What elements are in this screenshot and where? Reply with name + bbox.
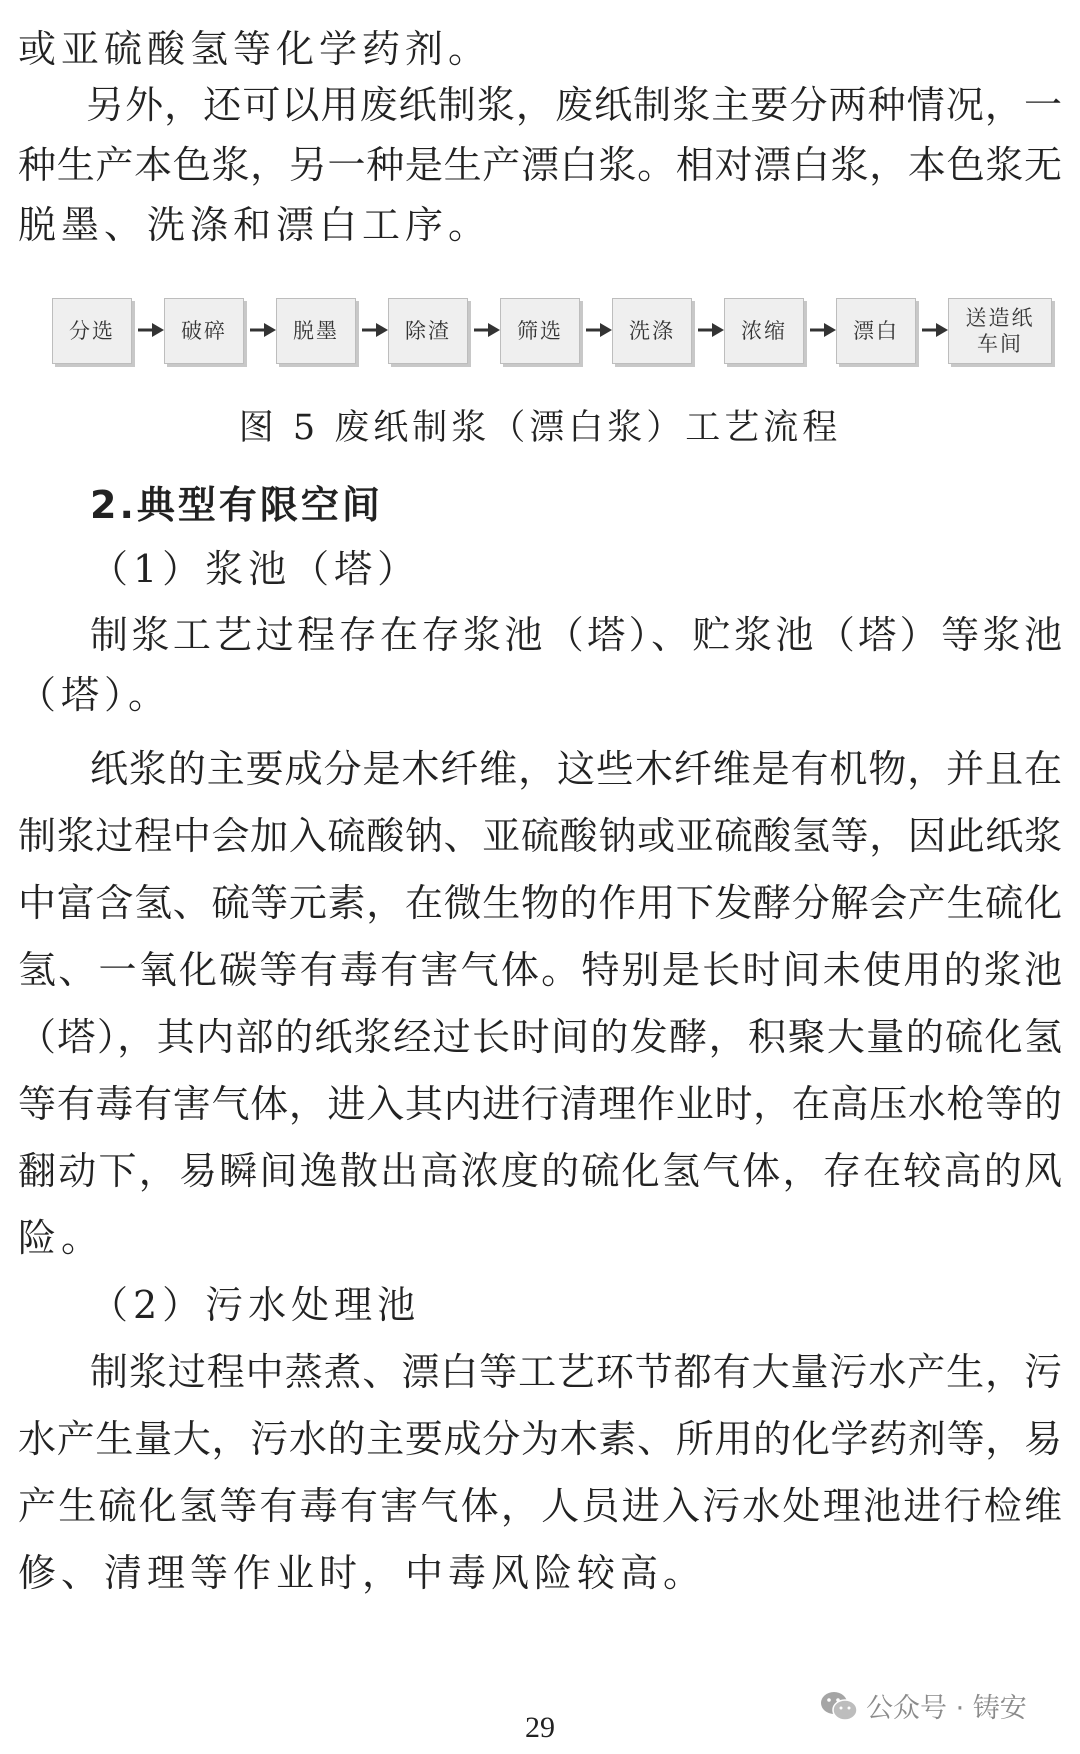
watermark <box>820 1686 1027 1725</box>
text-line: 翻动下，易瞬间逸散出高浓度的硫化氢气体，存在较高的风 <box>18 1149 1062 1193</box>
flow-step-box: 脱墨 <box>276 298 356 364</box>
text-line: 制浆过程中会加入硫酸钠、亚硫酸钠或亚硫酸氢等，因此纸浆 <box>18 814 1062 858</box>
figure-caption: 图 5 废纸制浆（漂白浆）工艺流程 <box>238 408 842 448</box>
arrow-icon <box>586 320 612 340</box>
text-line: 中富含氢、硫等元素，在微生物的作用下发酵分解会产生硫化 <box>18 881 1062 925</box>
flow-step-box: 分选 <box>52 298 132 364</box>
flow-step-box: 漂白 <box>836 298 916 364</box>
flow-step-box: 浓缩 <box>724 298 804 364</box>
text-line: 脱墨、洗涤和漂白工序。 <box>18 203 492 247</box>
text-line: 险。 <box>18 1216 105 1260</box>
text-line: 修、清理等作业时，中毒风险较高。 <box>18 1551 707 1595</box>
flow-step-box-final <box>948 298 1052 364</box>
subsection-heading: （1）浆池（塔） <box>90 547 421 591</box>
text-line: 制浆过程中蒸煮、漂白等工艺环节都有大量污水产生，污 <box>90 1350 1062 1394</box>
arrow-icon <box>138 320 164 340</box>
text-line: 纸浆的主要成分是木纤维，这些木纤维是有机物，并且在 <box>90 747 1062 791</box>
flow-step-label: 车间 <box>977 332 1023 356</box>
arrow-icon <box>922 320 948 340</box>
flow-step-label: 送造纸 <box>965 306 1035 330</box>
flow-step-box: 洗涤 <box>612 298 692 364</box>
arrow-icon <box>698 320 724 340</box>
text-line: （塔）。 <box>18 673 172 717</box>
arrow-icon <box>362 320 388 340</box>
page-number: 29 <box>525 1711 555 1744</box>
text-line: （塔），其内部的纸浆经过长时间的发酵，积聚大量的硫化氢 <box>18 1015 1062 1059</box>
arrow-icon <box>474 320 500 340</box>
arrow-icon <box>810 320 836 340</box>
wechat-icon <box>820 1690 858 1722</box>
flow-step-box: 除渣 <box>388 298 468 364</box>
watermark-label: 公众号 · 铸安 <box>866 1693 1027 1724</box>
section-heading: 2.典型有限空间 <box>90 483 383 527</box>
text-line: 另外，还可以用废纸制浆，废纸制浆主要分两种情况，一 <box>86 83 1062 127</box>
text-line: 制浆工艺过程存在存浆池（塔）、贮浆池（塔）等浆池 <box>90 613 1062 657</box>
text-line: 水产生量大，污水的主要成分为木素、所用的化学药剂等，易 <box>18 1417 1062 1461</box>
subsection-heading: （2）污水处理池 <box>90 1283 421 1327</box>
arrow-icon <box>250 320 276 340</box>
flow-step-box: 筛选 <box>500 298 580 364</box>
text-line: 氢、一氧化碳等有毒有害气体。特别是长时间未使用的浆池 <box>18 948 1062 992</box>
text-line: 或亚硫酸氢等化学药剂。 <box>18 27 492 71</box>
text-line: 等有毒有害气体，进入其内进行清理作业时，在高压水枪等的 <box>18 1082 1062 1126</box>
text-line: 种生产本色浆，另一种是生产漂白浆。相对漂白浆，本色浆无 <box>18 143 1062 187</box>
text-line: 产生硫化氢等有毒有害气体，人员进入污水处理池进行检维 <box>18 1484 1062 1528</box>
flow-step-box: 破碎 <box>164 298 244 364</box>
